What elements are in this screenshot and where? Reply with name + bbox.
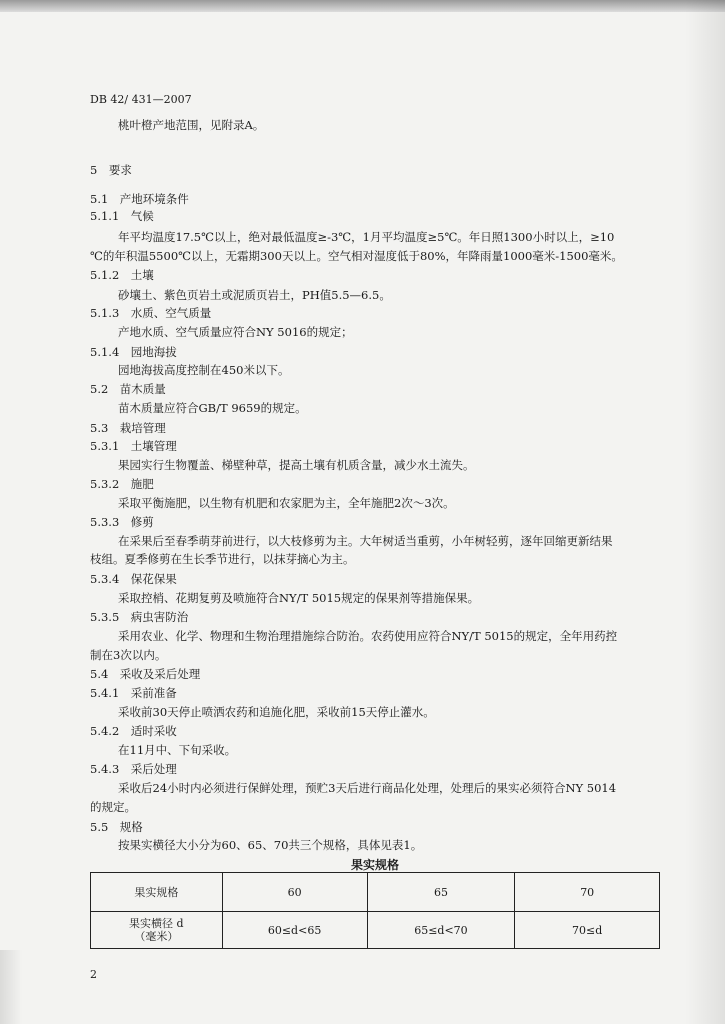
- seedling-text: 苗木质量应符合GB/T 9659的规定。: [118, 401, 307, 415]
- climate-text-2: ℃的年积温5500℃以上，无霜期300天以上。空气相对湿度低于80%，年降雨量1000毫米-1500毫米。: [90, 249, 623, 263]
- table-cell: 70: [515, 873, 660, 912]
- heading-5-3: 5.3 栽培管理: [90, 421, 166, 435]
- soil-management-text: 果园实行生物覆盖、梯壁种草，提高土壤有机质含量，减少水土流失。: [118, 458, 475, 472]
- page-number: 2: [90, 968, 97, 981]
- heading-5-3-5: 5.3.5 病虫害防治: [90, 610, 189, 624]
- table-cell: 65≤d<70: [367, 912, 515, 949]
- heading-5-4: 5.4 采收及采后处理: [90, 667, 201, 681]
- heading-5-1-2: 5.1.2 土壤: [90, 268, 154, 282]
- grade-text: 按果实横径大小分为60、65、70共三个规格，具体见表1。: [118, 838, 423, 852]
- heading-5-2: 5.2 苗木质量: [90, 382, 166, 396]
- soil-text: 砂壤土、紫色页岩土或泥质页岩土，PH值5.5—6.5。: [118, 288, 391, 302]
- row-label-line-2: （毫米）: [134, 930, 179, 943]
- fertilizing-text: 采取平衡施肥，以生物有机肥和农家肥为主，全年施肥2次～3次。: [118, 496, 455, 510]
- section-5-title: 5 要求: [90, 163, 132, 177]
- table-cell: [91, 912, 223, 949]
- table-cell: 70≤d: [515, 912, 660, 949]
- table-row: [91, 912, 660, 949]
- heading-5-3-3: 5.3.3 修剪: [90, 515, 154, 529]
- pre-harvest-text: 采收前30天停止喷洒农药和追施化肥，采收前15天停止灌水。: [118, 705, 435, 719]
- pruning-text-2: 枝组。夏季修剪在生长季节进行，以抹芽摘心为主。: [90, 552, 355, 566]
- heading-5-1-1: 5.1.1 气候: [90, 209, 154, 223]
- heading-5-4-1: 5.4.1 采前准备: [90, 686, 177, 700]
- standard-number: DB 42/ 431—2007: [90, 93, 192, 106]
- heading-5-1: 5.1 产地环境条件: [90, 192, 189, 206]
- table-caption: 果实规格: [350, 858, 399, 872]
- heading-5-1-3: 5.1.3 水质、空气质量: [90, 306, 212, 320]
- heading-5-3-4: 5.3.4 保花保果: [90, 572, 177, 586]
- heading-5-4-2: 5.4.2 适时采收: [90, 724, 177, 738]
- table-cell: 60: [222, 873, 367, 912]
- water-air-text: 产地水质、空气质量应符合NY 5016的规定；: [118, 325, 353, 339]
- table-cell: 果实规格: [91, 873, 223, 912]
- heading-5-4-3: 5.4.3 采后处理: [90, 762, 177, 776]
- fruit-spec-table: [90, 872, 660, 949]
- pest-control-text-1: 采用农业、化学、物理和生物治理措施综合防治。农药使用应符合NY/T 5015的规定，全年用药控: [118, 629, 618, 643]
- heading-5-1-4: 5.1.4 园地海拔: [90, 345, 177, 359]
- fruit-protection-text: 采取控梢、花期复剪及喷施符合NY/T 5015规定的保果剂等措施保果。: [118, 591, 480, 605]
- intro-line: 桃叶橙产地范围，见附录A。: [118, 118, 265, 132]
- harvest-time-text: 在11月中、下旬采收。: [118, 743, 237, 757]
- table-cell: 60≤d<65: [222, 912, 367, 949]
- table-cell: 65: [367, 873, 515, 912]
- heading-5-3-2: 5.3.2 施肥: [90, 477, 154, 491]
- row-label-line-1: 果实横径 d: [129, 917, 184, 930]
- heading-5-5: 5.5 规格: [90, 820, 143, 834]
- pest-control-text-2: 制在3次以内。: [90, 648, 167, 662]
- post-harvest-text-1: 采收后24小时内必须进行保鲜处理，预贮3天后进行商品化处理，处理后的果实必须符合NY 5014: [118, 781, 617, 795]
- heading-5-3-1: 5.3.1 土壤管理: [90, 439, 177, 453]
- table-row: [91, 873, 660, 912]
- climate-text-1: 年平均温度17.5℃以上，绝对最低温度≥-3℃，1月平均温度≥5℃。年日照1300小时以上，≥10: [118, 230, 615, 244]
- pruning-text-1: 在采果后至春季萌芽前进行，以大枝修剪为主。大年树适当重剪，小年树轻剪，逐年回缩更新结果: [118, 534, 613, 548]
- post-harvest-text-2: 的规定。: [90, 800, 136, 814]
- altitude-text: 园地海拔高度控制在450米以下。: [118, 363, 290, 377]
